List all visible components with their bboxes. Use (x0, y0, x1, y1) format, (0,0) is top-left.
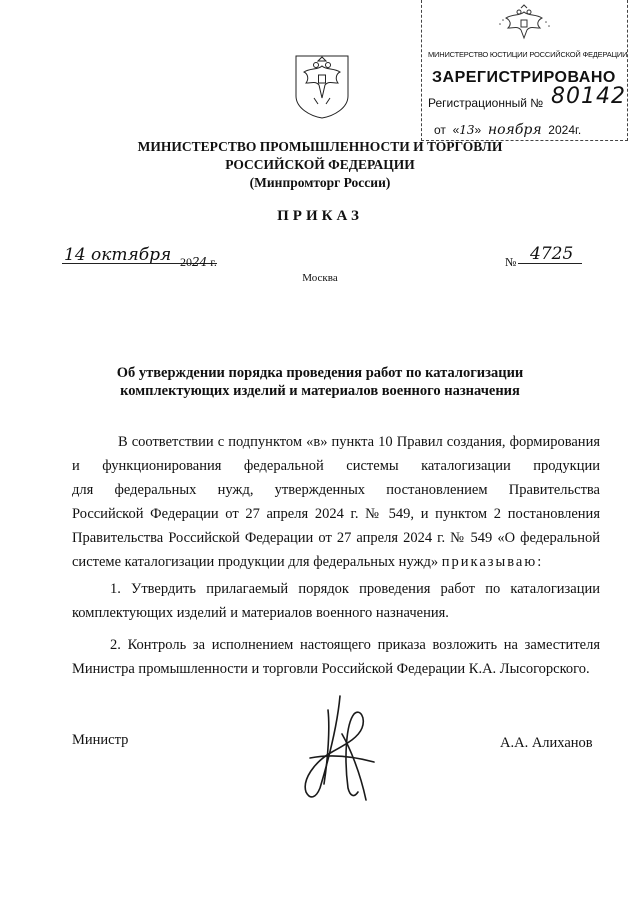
body-paragraph-2 (72, 577, 600, 625)
body-line: комплектующих изделий и материалов военного назначения. (72, 605, 449, 621)
body-line-text: системе каталогизации продукции для федеральных нужд» (72, 554, 439, 570)
stamp-date-month: ноября (487, 122, 542, 138)
subject-line1: Об утверждении порядка проведения работ по каталогизации (116, 365, 524, 381)
order-year-prefix: 20 (180, 255, 192, 269)
body-line: Правительства Российской Федерации от 27 апреля 2024 г. № 549 «О федеральной (72, 530, 600, 546)
body-paragraph-3 (72, 633, 600, 681)
stamp-reg-label-text: Регистрационный № (428, 96, 544, 110)
order-year (180, 255, 217, 270)
ministry-short-name: (Минпромторг России) (249, 175, 391, 190)
document-title: ПРИКАЗ (277, 208, 363, 224)
body-line: для федеральных нужд, утвержденных постановлением Правительства (72, 482, 600, 498)
eagle-emblem-icon (494, 4, 554, 42)
handwritten-signature-icon (280, 688, 400, 808)
stamp-date-day: 13 (459, 123, 475, 137)
order-number: 4725 (530, 244, 574, 264)
coat-of-arms-icon (292, 52, 352, 120)
subject-line2: комплектующих изделий и материалов военного назначения (120, 383, 520, 399)
order-subject (80, 364, 560, 400)
body-line: 2. Контроль за исполнением настоящего приказа возложить на заместителя (110, 637, 600, 653)
stamp-date-prefix: от (434, 123, 446, 137)
stamp-date: от «13» ноября 2024г. (434, 122, 582, 138)
body-line: Министра промышленности и торговли Российской Федерации К.А. Лысогорского. (72, 661, 590, 677)
stamp-date-year: 2024г. (548, 123, 582, 137)
number-underline (518, 263, 582, 264)
body-line: 1. Утвердить прилагаемый порядок проведения работ по каталогизации (110, 581, 600, 597)
order-year-handwritten: 24 (192, 255, 208, 269)
body-line: и функционирования федеральной системы каталогизации продукции (72, 458, 600, 474)
stamp-ministry-name: МИНИСТЕРСТВО ЮСТИЦИИ РОССИЙСКОЙ ФЕДЕРАЦИИ (428, 50, 628, 59)
order-number-sign: № (505, 255, 517, 269)
order-directive-word: приказываю: (441, 554, 544, 570)
registration-stamp (421, 0, 628, 141)
ministry-name-line1: МИНИСТЕРСТВО ПРОМЫШЛЕННОСТИ И ТОРГОВЛИ (137, 139, 503, 154)
body-line: Российской Федерации от 27 апреля 2024 г. № 549, и пунктом 2 постановления (72, 506, 600, 522)
stamp-registration-number: 80142 (551, 84, 626, 109)
ministry-name-line2: РОССИЙСКОЙ ФЕДЕРАЦИИ (225, 157, 415, 172)
ministry-header (100, 138, 540, 192)
body-line-last (72, 550, 600, 574)
signer-title: Министр (72, 732, 129, 748)
stamp-registration-label (428, 96, 543, 110)
order-year-suffix: г. (210, 255, 217, 269)
signer-name: А.А. Алиханов (500, 735, 593, 751)
stamp-registered-label: ЗАРЕГИСТРИРОВАНО (432, 69, 616, 86)
order-city: Москва (302, 272, 338, 284)
body-paragraph-1 (72, 430, 600, 574)
body-line: В соответствии с подпунктом «в» пункта 10 Правил создания, формирования (118, 434, 600, 450)
order-date-handwritten: 14 октября (64, 245, 172, 265)
